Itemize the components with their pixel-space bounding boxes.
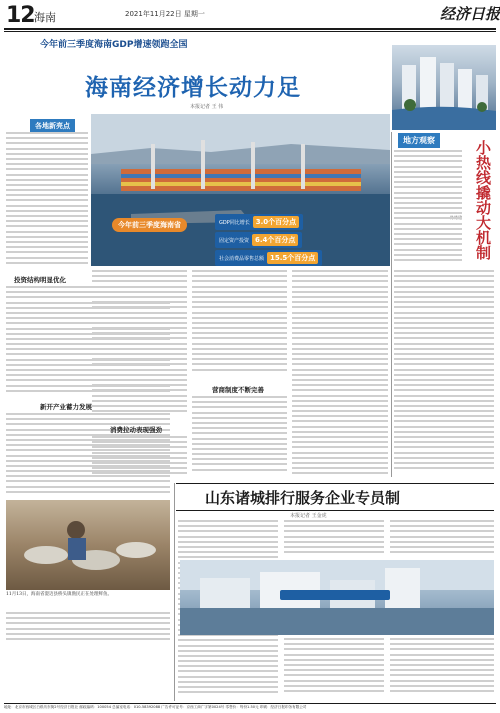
- sidebar-text-body: [394, 270, 494, 475]
- stat-retail-value: 15.5个百分点: [267, 252, 318, 264]
- stat-gdp-label: GDP同比增长: [219, 219, 250, 226]
- stat-gdp: [215, 214, 303, 230]
- lead-column-8-text: [292, 270, 388, 478]
- masthead-rule: [4, 28, 496, 30]
- subhead-3: 新开产业蓄力发展: [40, 403, 92, 411]
- lead-column-1-text: [6, 132, 88, 272]
- lead-deck: 今年前三季度海南GDP增速领跑全国: [40, 40, 188, 50]
- lead-column-7-text: [92, 436, 187, 478]
- second-story-column-2: [284, 520, 384, 560]
- stat-retail-label: 社会消费品零售总额: [219, 255, 265, 262]
- lead-byline: 本报记者 王 伟: [190, 104, 224, 110]
- second-story-byline: 本报记者 王金虎: [290, 513, 327, 519]
- subhead-4: 消费拉动表现强劲: [110, 426, 162, 434]
- sidebar-text-top: [394, 150, 462, 265]
- sidebar-divider: [391, 132, 392, 477]
- section-name: 海南: [34, 11, 56, 24]
- issue-date: 2021年11月22日 星期一: [125, 10, 205, 18]
- sidebar-tag: 地方观察: [398, 133, 440, 148]
- newspaper-logo: 经济日报: [440, 5, 500, 23]
- subhead-1: 各地新亮点: [30, 119, 75, 133]
- sidebar-title: 小热线撬动大机制: [474, 140, 492, 260]
- stat-investment-label: 固定资产投资: [219, 237, 250, 244]
- second-story-column-5: [390, 638, 494, 698]
- stat-investment: [215, 232, 302, 248]
- second-story-column-3: [390, 520, 494, 560]
- hotel-photo: [392, 45, 496, 130]
- lead-column-5-text: [192, 270, 287, 380]
- stat-investment-value: 6.4个百分点: [252, 234, 298, 246]
- fishing-caption-text: [6, 612, 170, 697]
- stat-gdp-value: 3.0个百分点: [253, 216, 299, 228]
- footer-imprint: 地址：北京市西城区白纸坊东街2号经济日报社 邮政编码：100054 总编室电话：010-58392088 广告许可证号：京西工商广字第0024号 零售价：每份1.50元 印刷：经济日报印务有限公司: [4, 703, 496, 710]
- second-story-column-4: [284, 638, 384, 698]
- lead-headline: 海南经济增长动力足: [85, 75, 301, 101]
- service-photo: [180, 560, 494, 635]
- photo-caption-badge: 今年前三季度海南省: [112, 218, 187, 232]
- lower-divider: [174, 483, 175, 701]
- fishing-caption: 11月13日，海南省澄迈县桥头镇渔民正在处理鲜鱼。: [6, 592, 112, 597]
- subhead-5: 营商制度不断完善: [212, 386, 264, 394]
- page-number: 12: [6, 3, 35, 28]
- subhead-2: 投资结构明显优化: [14, 276, 66, 284]
- lead-column-4-text: [92, 270, 187, 420]
- second-story-headline: 山东诸城排行服务企业专员制: [205, 489, 401, 507]
- fishing-photo: [6, 500, 170, 590]
- lead-column-6-text: [192, 396, 287, 478]
- masthead-rule-thin: [4, 31, 496, 32]
- stat-retail: [215, 250, 322, 266]
